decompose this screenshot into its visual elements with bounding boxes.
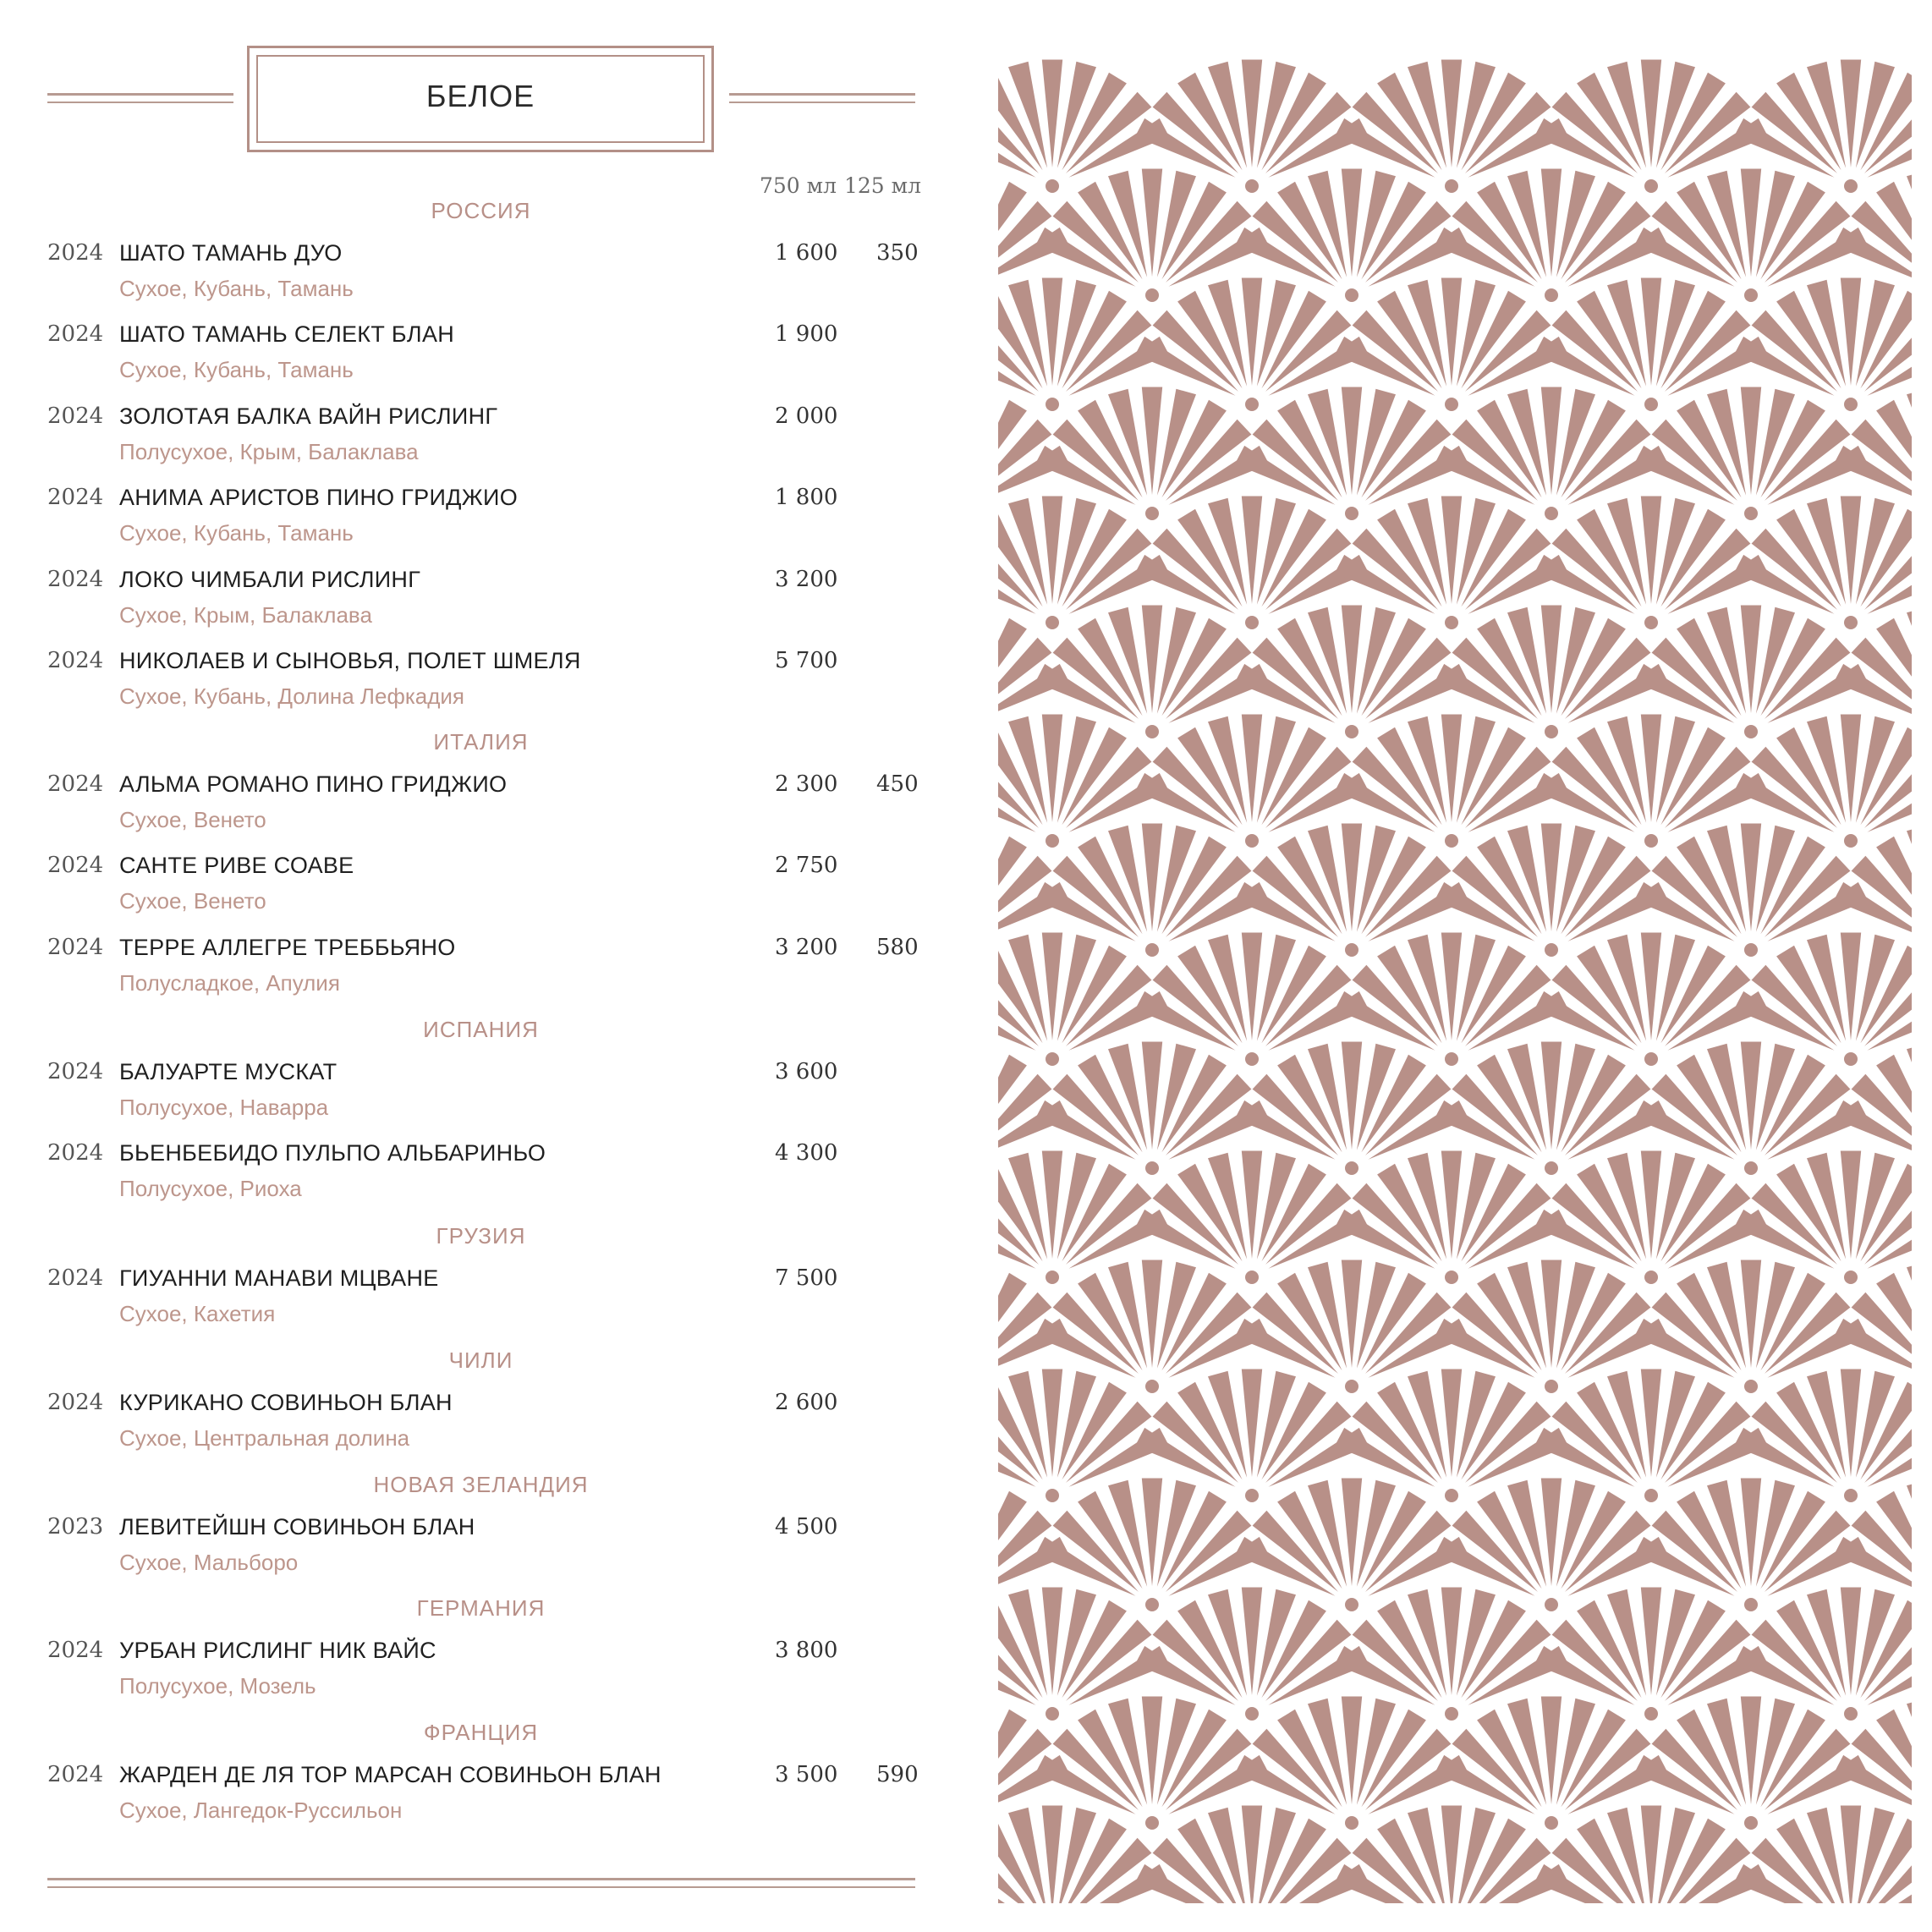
wine-item [47, 771, 919, 848]
wine-name: ЗОЛОТАЯ БАЛКА ВАЙН РИСЛИНГ [119, 403, 498, 429]
fan-shell-icon [1435, 169, 1668, 303]
fan-shell-icon [1035, 824, 1269, 958]
fan-shell-icon [1435, 1479, 1668, 1612]
region-heading: ЧИЛИ [448, 1347, 513, 1373]
wine-description: Сухое, Кубань, Долина Лефкадия [119, 683, 465, 709]
wine-name: САНТЕ РИВЕ СОАВЕ [119, 853, 354, 879]
page-title: БЕЛОЕ [425, 79, 535, 113]
wine-name: ТЕРРЕ АЛЛЕГРЕ ТРЕББЬЯНО [119, 934, 456, 960]
fan-shell-icon [1335, 715, 1568, 848]
fan-shell-icon [1235, 169, 1468, 303]
wine-name: ШАТО ТАМАНЬ ДУО [119, 240, 343, 266]
price-bottle: 7 500 [775, 1265, 838, 1291]
wine-year: 2024 [47, 485, 104, 511]
fan-shell-icon [1135, 1151, 1369, 1285]
price-bottle: 1 900 [775, 321, 838, 348]
fan-shell-icon [1335, 497, 1568, 630]
fan-shell-icon [1235, 1260, 1468, 1394]
wine-item [47, 1390, 919, 1466]
wine-description: Полусухое, Наварра [119, 1095, 329, 1120]
wine-year: 2024 [47, 566, 104, 592]
fan-shell-icon [1634, 387, 1868, 521]
price-bottle: 4 500 [775, 1514, 838, 1540]
wine-description: Полусладкое, Апулия [119, 969, 340, 996]
fan-shell-icon [1534, 497, 1768, 630]
fan-shell-icon [1435, 1697, 1668, 1830]
wine-name: БАЛУАРТЕ МУСКАТ [119, 1059, 338, 1084]
wine-description: Сухое, Венето [119, 888, 266, 914]
region-heading: НОВАЯ ЗЕЛАНДИЯ [373, 1472, 589, 1497]
wine-year: 2024 [47, 934, 104, 960]
wine-item [47, 648, 919, 724]
price-bottle: 3 200 [775, 566, 838, 592]
wine-description: Сухое, Кубань, Тамань [119, 357, 354, 383]
wine-item [47, 1059, 919, 1135]
price-bottle: 2 750 [775, 853, 838, 879]
wine-name: ШАТО ТАМАНЬ СЕЛЕКТ БЛАН [119, 321, 455, 348]
fan-shell-icon [1135, 1588, 1369, 1721]
wine-year: 2024 [47, 1762, 104, 1787]
fan-shell-icon [1534, 715, 1768, 848]
wine-name: УРБАН РИСЛИНГ НИК ВАЙС [119, 1638, 436, 1663]
fan-shell-icon [1235, 387, 1468, 521]
region-heading: РОССИЯ [431, 198, 531, 223]
fan-shell-icon [1335, 933, 1568, 1067]
fan-shell-icon [1135, 933, 1369, 1067]
wine-description: Полусухое, Риоха [119, 1176, 302, 1202]
wine-description: Сухое, Мальборо [119, 1550, 299, 1575]
column-header-bottle: 750 мл [760, 173, 837, 198]
fan-shell-icon [1634, 1479, 1868, 1612]
fan-shell-icon [1235, 1479, 1468, 1612]
wine-item [47, 485, 919, 561]
wine-name: БЬЕНБЕБИДО ПУЛЬПО АЛЬБАРИНЬО [119, 1140, 546, 1166]
wine-year: 2024 [47, 1059, 104, 1084]
fan-shell-icon [1335, 1151, 1568, 1285]
wine-item [47, 1140, 919, 1216]
column-header-glass: 125 мл [844, 173, 921, 198]
wine-item [47, 1265, 919, 1342]
wine-item [47, 935, 919, 1011]
fan-shell-icon [1634, 1697, 1868, 1830]
region-heading: ИСПАНИЯ [423, 1017, 539, 1042]
fan-shell-icon [1335, 60, 1568, 194]
fan-shell-icon [1035, 1479, 1269, 1612]
fan-shell-icon [1534, 1369, 1768, 1503]
fan-shell-icon [1335, 1588, 1568, 1721]
wine-description: Полусухое, Крым, Балаклава [119, 438, 419, 464]
wine-description: Сухое, Крым, Балаклава [119, 601, 372, 628]
fan-shell-icon [1435, 1260, 1668, 1394]
fan-shell-icon [1135, 60, 1369, 194]
price-bottle: 1 800 [775, 485, 838, 511]
wine-description: Сухое, Кубань, Тамань [119, 276, 354, 301]
divider-left [47, 102, 233, 103]
price-bottle: 5 700 [775, 648, 838, 673]
divider-right [729, 102, 915, 103]
wine-name: ЛЕВИТЕЙШН СОВИНЬОН БЛАН [119, 1514, 475, 1540]
wine-year: 2024 [47, 1638, 104, 1663]
price-bottle: 1 600 [775, 240, 838, 266]
fan-shell-icon [1435, 1042, 1668, 1176]
fan-shell-icon [1534, 1151, 1768, 1285]
wine-item [47, 403, 919, 480]
bottom-divider [47, 1878, 915, 1880]
fan-shell-icon [1534, 278, 1768, 412]
price-bottle: 3 200 [775, 934, 838, 960]
wine-item [47, 1514, 919, 1590]
wine-year: 2024 [47, 403, 104, 429]
bottom-divider [47, 1886, 915, 1888]
wine-name: КУРИКАНО СОВИНЬОН БЛАН [119, 1390, 453, 1415]
price-bottle: 3 600 [775, 1059, 838, 1084]
wine-name: ЛОКО ЧИМБАЛИ РИСЛИНГ [119, 566, 421, 592]
price-bottle: 3 500 [775, 1762, 838, 1787]
wine-name: НИКОЛАЕВ И СЫНОВЬЯ, ПОЛЕТ ШМЕЛЯ [119, 648, 581, 673]
region-heading: ФРАНЦИЯ [423, 1720, 539, 1745]
fan-shell-icon [1534, 933, 1768, 1067]
price-bottle: 4 300 [775, 1140, 838, 1166]
fan-shell-icon [1035, 387, 1269, 521]
region-heading: ГЕРМАНИЯ [416, 1595, 546, 1621]
fan-shell-icon [1435, 387, 1668, 521]
fan-shell-icon [1734, 1806, 1912, 1904]
fan-shell-icon [1534, 1588, 1768, 1721]
fan-shell-icon [1235, 824, 1468, 958]
region-heading: ГРУЗИЯ [436, 1223, 526, 1249]
price-glass: 580 [876, 934, 919, 960]
wine-item [47, 853, 919, 929]
fan-shell-icon [1634, 169, 1868, 303]
price-bottle: 2 300 [775, 771, 838, 797]
fan-shell-icon [1135, 1806, 1369, 1904]
fan-shell-icon [1335, 1369, 1568, 1503]
wine-name: АЛЬМА РОМАНО ПИНО ГРИДЖИО [119, 771, 508, 797]
price-glass: 450 [876, 771, 919, 797]
fan-shell-icon [1634, 1042, 1868, 1176]
wine-item [47, 567, 919, 643]
divider-right [729, 93, 915, 96]
fan-shell-icon [1235, 606, 1468, 739]
price-bottle: 2 600 [775, 1390, 838, 1415]
fan-shell-icon [1135, 278, 1369, 412]
fan-shell-icon [998, 1806, 1169, 1904]
wine-name: ЖАРДЕН ДЕ ЛЯ ТОР МАРСАН СОВИНЬОН БЛАН [119, 1762, 661, 1787]
wine-year: 2024 [47, 321, 104, 348]
wine-description: Сухое, Лангедок-Руссильон [119, 1798, 403, 1823]
fan-shell-icon [1235, 1697, 1468, 1830]
fan-pattern-panel [998, 34, 1912, 1903]
fan-shell-icon [1335, 278, 1568, 412]
fan-shell-icon [1035, 169, 1269, 303]
wine-description: Сухое, Центральная долина [119, 1425, 410, 1451]
wine-year: 2024 [47, 853, 104, 879]
price-glass: 350 [876, 240, 919, 266]
wine-item [47, 1762, 919, 1838]
price-glass: 590 [876, 1762, 919, 1787]
price-bottle: 3 800 [775, 1638, 838, 1663]
fan-shell-icon [1435, 824, 1668, 958]
wine-name: АНИМА АРИСТОВ ПИНО ГРИДЖИО [119, 485, 519, 511]
wine-description: Сухое, Венето [119, 807, 266, 832]
wine-item [47, 321, 919, 398]
wine-year: 2024 [47, 1140, 104, 1166]
fan-shell-icon [1634, 606, 1868, 739]
wine-year: 2024 [47, 1390, 104, 1415]
wine-description: Сухое, Кубань, Тамань [119, 520, 354, 546]
wine-year: 2023 [47, 1514, 104, 1540]
fan-pattern-icon [998, 34, 1912, 1903]
wine-item [47, 1638, 919, 1714]
fan-shell-icon [1035, 606, 1269, 739]
wine-year: 2024 [47, 771, 104, 797]
divider-left [47, 93, 233, 96]
fan-shell-icon [1335, 1806, 1568, 1904]
title-frame [247, 46, 714, 152]
region-heading: ИТАЛИЯ [433, 729, 529, 755]
wine-description: Сухое, Кахетия [119, 1301, 276, 1326]
fan-shell-icon [1135, 497, 1369, 630]
fan-shell-icon [1035, 1042, 1269, 1176]
fan-shell-icon [1035, 1697, 1269, 1830]
fan-shell-icon [1534, 60, 1768, 194]
price-bottle: 2 000 [775, 403, 838, 429]
fan-shell-icon [1634, 824, 1868, 958]
wine-item [47, 240, 919, 316]
wine-name: ГИУАННИ МАНАВИ МЦВАНЕ [119, 1265, 439, 1291]
fan-shell-icon [1235, 1042, 1468, 1176]
wine-menu-panel [0, 0, 939, 1932]
fan-shell-icon [1634, 1260, 1868, 1394]
fan-shell-icon [1435, 606, 1668, 739]
fan-shell-icon [1135, 1369, 1369, 1503]
fan-shell-icon [1135, 715, 1369, 848]
wine-year: 2024 [47, 648, 104, 673]
wine-description: Полусухое, Мозель [119, 1673, 316, 1699]
fan-shell-icon [1035, 1260, 1269, 1394]
fan-shell-icon [1534, 1806, 1768, 1904]
wine-year: 2024 [47, 240, 104, 266]
wine-year: 2024 [47, 1265, 104, 1291]
